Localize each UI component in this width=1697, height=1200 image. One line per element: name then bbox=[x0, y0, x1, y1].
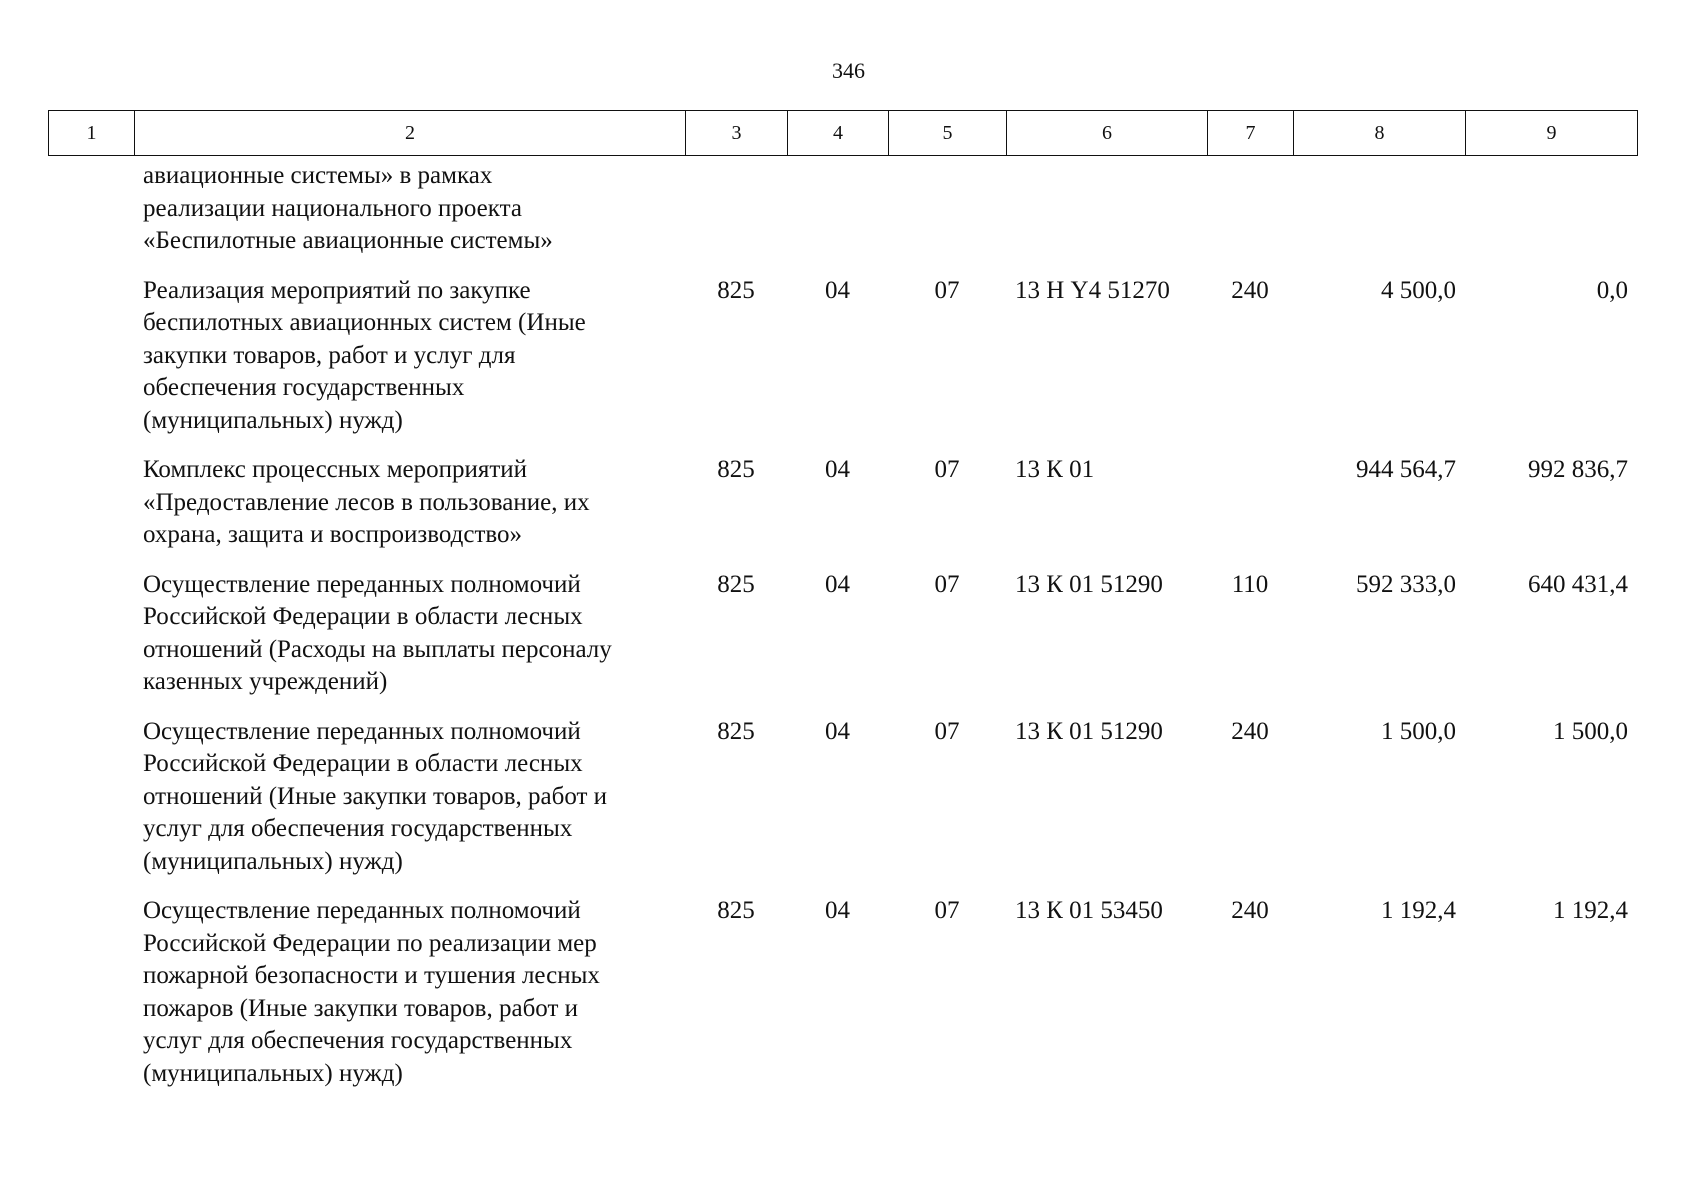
cell-amount-year1: 592 333,0 bbox=[1356, 570, 1456, 598]
cell-ministry-code: 825 bbox=[717, 897, 755, 924]
description-line: казенных учреждений) bbox=[143, 668, 388, 695]
cell-amount-year1: 944 564,7 bbox=[1356, 456, 1456, 483]
table-row bbox=[48, 569, 1637, 716]
description-line: (муниципальных) нужд) bbox=[143, 406, 403, 434]
description-line: отношений (Иные закупки товаров, работ и bbox=[143, 782, 608, 810]
table-row bbox=[48, 454, 1637, 569]
description-line: (муниципальных) нужд) bbox=[143, 847, 403, 875]
cell-ministry-code: 825 bbox=[717, 570, 755, 598]
cell-ministry-code bbox=[685, 160, 787, 275]
cell-empty-col1 bbox=[48, 716, 134, 896]
header-cell: 4 bbox=[788, 111, 889, 156]
description-line: реализации национального проекта bbox=[143, 194, 522, 222]
cell-expense-type: 110 bbox=[1231, 570, 1269, 598]
cell-amount-year2: 640 431,4 bbox=[1528, 570, 1628, 598]
cell-subsection-code: 07 bbox=[934, 897, 960, 924]
description-line: Осуществление переданных полномочий bbox=[143, 570, 581, 598]
description-line: авиационные системы» в рамках bbox=[143, 162, 493, 189]
description-line: пожарной безопасности и тушения лесных bbox=[143, 962, 600, 989]
table-row bbox=[48, 716, 1637, 896]
cell-ministry-code: 825 bbox=[717, 717, 755, 745]
description-line: услуг для обеспечения государственных bbox=[143, 1027, 573, 1054]
cell-expense-type: 240 bbox=[1231, 717, 1269, 745]
cell-empty-col1 bbox=[48, 454, 134, 569]
budget-table-body bbox=[48, 160, 1637, 1107]
cell-ministry-code: 825 bbox=[717, 456, 755, 483]
cell-amount-year1: 1 192,4 bbox=[1381, 897, 1456, 924]
cell-subsection-code: 07 bbox=[934, 717, 960, 745]
cell-amount-year2: 992 836,7 bbox=[1528, 456, 1628, 483]
header-row bbox=[49, 111, 1638, 156]
header-cell: 7 bbox=[1208, 111, 1294, 156]
cell-target-article: 13 Н Y4 51270 bbox=[1015, 276, 1170, 304]
cell-amount-year1: 1 500,0 bbox=[1381, 717, 1456, 745]
cell-subsection-code: 07 bbox=[934, 570, 960, 598]
cell-target-article: 13 К 01 51290 bbox=[1015, 717, 1163, 745]
cell-empty-col1 bbox=[48, 160, 134, 275]
column-number-header bbox=[48, 110, 1638, 156]
description-line: обеспечения государственных bbox=[143, 374, 465, 401]
header-cell: 8 bbox=[1294, 111, 1466, 156]
cell-description bbox=[134, 716, 685, 896]
cell-description bbox=[134, 569, 685, 716]
cell-section-code: 04 bbox=[825, 456, 850, 483]
cell-empty-col1 bbox=[48, 895, 134, 1107]
cell-description bbox=[134, 275, 685, 455]
header-cell: 3 bbox=[686, 111, 788, 156]
table-row bbox=[48, 160, 1637, 275]
header-cell: 5 bbox=[889, 111, 1007, 156]
page-number: 346 bbox=[832, 58, 865, 83]
header-cell: 1 bbox=[49, 111, 135, 156]
cell-amount-year2 bbox=[1465, 160, 1637, 275]
cell-section-code: 04 bbox=[825, 276, 850, 304]
description-line: Российской Федерации в области лесных bbox=[143, 603, 583, 630]
cell-amount-year1 bbox=[1293, 160, 1465, 275]
table-rows bbox=[48, 160, 1637, 1107]
cell-subsection-code bbox=[888, 160, 1006, 275]
cell-expense-type: 240 bbox=[1231, 276, 1269, 304]
description-line: (муниципальных) нужд) bbox=[143, 1059, 403, 1087]
cell-expense-type bbox=[1207, 160, 1293, 275]
cell-amount-year2: 0,0 bbox=[1596, 276, 1628, 304]
cell-expense-type: 240 bbox=[1231, 897, 1269, 924]
cell-description bbox=[134, 454, 685, 569]
description-line: пожаров (Иные закупки товаров, работ и bbox=[143, 994, 579, 1022]
description-line: «Беспилотные авиационные системы» bbox=[143, 227, 553, 254]
cell-section-code: 04 bbox=[825, 897, 850, 924]
cell-amount-year2: 1 192,4 bbox=[1553, 897, 1628, 924]
description-line: закупки товаров, работ и услуг для bbox=[143, 341, 516, 369]
description-line: «Предоставление лесов в пользование, их bbox=[143, 488, 590, 516]
description-line: Российской Федерации в области лесных bbox=[143, 750, 583, 777]
cell-target-article bbox=[1006, 160, 1207, 275]
header-cell: 2 bbox=[135, 111, 686, 156]
description-line: Российской Федерации по реализации мер bbox=[143, 929, 597, 957]
cell-expense-type bbox=[1207, 454, 1293, 569]
cell-target-article: 13 К 01 51290 bbox=[1015, 570, 1163, 598]
description-line: охрана, защита и воспроизводство» bbox=[143, 521, 523, 548]
cell-target-article: 13 К 01 53450 bbox=[1015, 897, 1163, 924]
header-cell: 9 bbox=[1466, 111, 1638, 156]
cell-subsection-code: 07 bbox=[934, 276, 960, 304]
description-line: Осуществление переданных полномочий bbox=[143, 897, 581, 924]
cell-amount-year2: 1 500,0 bbox=[1553, 717, 1628, 745]
cell-subsection-code: 07 bbox=[934, 456, 960, 483]
description-line: Комплекс процессных мероприятий bbox=[143, 456, 528, 483]
description-line: Осуществление переданных полномочий bbox=[143, 717, 581, 745]
cell-description bbox=[134, 160, 685, 275]
description-line: отношений (Расходы на выплаты персоналу bbox=[143, 635, 612, 663]
description-line: Реализация мероприятий по закупке bbox=[143, 276, 531, 304]
cell-target-article: 13 К 01 bbox=[1015, 456, 1095, 483]
cell-empty-col1 bbox=[48, 569, 134, 716]
cell-amount-year1: 4 500,0 bbox=[1381, 276, 1456, 304]
table-row bbox=[48, 275, 1637, 455]
cell-ministry-code: 825 bbox=[717, 276, 755, 304]
header-cell: 6 bbox=[1007, 111, 1208, 156]
description-line: услуг для обеспечения государственных bbox=[143, 815, 573, 842]
cell-section-code: 04 bbox=[825, 570, 850, 598]
table-row bbox=[48, 895, 1637, 1107]
cell-empty-col1 bbox=[48, 275, 134, 455]
description-line: беспилотных авиационных систем (Иные bbox=[143, 309, 586, 336]
cell-description bbox=[134, 895, 685, 1107]
cell-section-code bbox=[787, 160, 888, 275]
cell-section-code: 04 bbox=[825, 717, 850, 745]
